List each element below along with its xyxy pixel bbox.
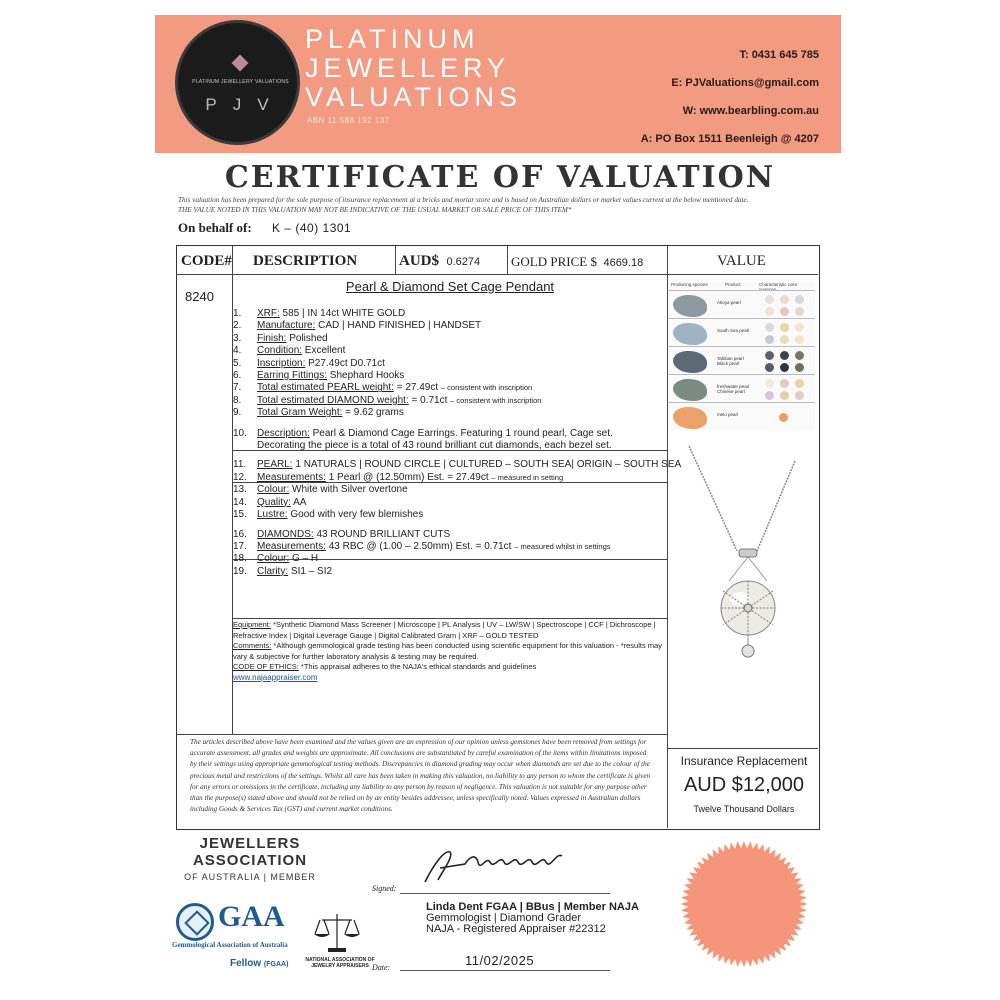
pearl-colour-swatch bbox=[780, 379, 789, 388]
logo-small-text: PLATINUM JEWELLERY VALUATIONS bbox=[192, 79, 289, 85]
pearl-chart-row: Tahitian pearl Black pearl bbox=[669, 346, 815, 376]
list-item: 8. Total estimated DIAMOND weight: = 0.71ct – consistent with inscription bbox=[233, 394, 542, 406]
testing-notes: Equipment: *Synthetic Diamond Mass Screener | Microscope | PL Analysis | UV – LW/SW | Spectroscope | CCF | Dichroscope | Refractive Index | Digital Leverage Gauge | Digital Calibrated Gram | XRF – GOLD TESTED Comments: *Although gemmological grade testing has been conducted using scientific equipment for this valuation - *results may vary & subjective for further laboratory analysis & testing may be required. CODE OF ETHICS: *This appraisal adheres to the NAJA's ethical standards and guidelines www.najaappraiser.com bbox=[233, 620, 667, 683]
signature-line bbox=[400, 893, 610, 894]
pearl-colour-swatch bbox=[795, 391, 804, 400]
item-title: Pearl & Diamond Set Cage Pendant bbox=[345, 279, 555, 294]
gaa-emblem-icon bbox=[176, 903, 214, 941]
signature-image bbox=[420, 842, 580, 892]
pearl-colour-swatch bbox=[795, 379, 804, 388]
phone: T: 0431 645 785 bbox=[739, 49, 819, 61]
shell-icon bbox=[673, 407, 707, 429]
pearl-colour-swatch bbox=[780, 335, 789, 344]
insurance-value: AUD $12,000 bbox=[683, 774, 805, 796]
date-line bbox=[400, 970, 610, 971]
list-item: 6. Earring Fittings: Shephard Hooks bbox=[233, 370, 405, 382]
signed-label: Signed: bbox=[372, 884, 397, 893]
pearl-colour-swatch bbox=[780, 351, 789, 360]
fellow-badge: Fellow (FGAA) bbox=[230, 958, 289, 969]
description-header: DESCRIPTION bbox=[253, 253, 358, 269]
website: W: www.bearbling.com.au bbox=[682, 105, 819, 117]
pearl-colour-swatch bbox=[765, 363, 774, 372]
code-header: CODE# bbox=[181, 253, 232, 269]
logo-initials: PJV bbox=[205, 95, 285, 114]
shell-icon bbox=[673, 379, 707, 401]
header-banner bbox=[155, 15, 841, 153]
contact-details bbox=[641, 41, 819, 153]
company-logo bbox=[175, 20, 300, 145]
scales-icon bbox=[312, 910, 362, 955]
list-item: 12. Measurements: 1 Pearl @ (12.50mm) Est. = 27.49ct – measured in setting bbox=[233, 471, 564, 483]
pearl-chart-row: Akoya pearl bbox=[669, 290, 815, 320]
pearl-colour-swatch bbox=[780, 323, 789, 332]
item-code: 8240 bbox=[185, 289, 214, 304]
naja-logo-text: NATIONAL ASSOCIATION OF JEWELRY APPRAISERS bbox=[305, 957, 375, 969]
list-item: 19. Clarity: SI1 – SI2 bbox=[233, 565, 333, 577]
pendant-image bbox=[677, 441, 817, 706]
item-details bbox=[233, 308, 682, 578]
value-header: VALUE bbox=[717, 253, 766, 269]
shell-icon bbox=[673, 295, 707, 317]
gaa-logo-text: GAA bbox=[218, 900, 285, 933]
list-item: Decorating the piece is a total of 43 round brilliant cut diamonds, each bezel set. bbox=[257, 440, 612, 452]
pearl-colour-swatch bbox=[765, 391, 774, 400]
pearl-chart-row: freshwater pearl Chinese pearl bbox=[669, 374, 815, 404]
pearl-colour-swatch bbox=[765, 351, 774, 360]
list-item: 14. Quality: AA bbox=[233, 496, 307, 508]
pearl-colour-swatch bbox=[780, 363, 789, 372]
pearl-colour-swatch bbox=[779, 413, 788, 422]
list-item: 4. Condition: Excellent bbox=[233, 345, 346, 357]
list-item: 11. PEARL: 1 NATURALS | ROUND CIRCLE | CULTURED – SOUTH SEA| ORIGIN – SOUTH SEA bbox=[233, 459, 682, 471]
top-disclaimer: This valuation has been prepared for the sole purpose of insurance replacement at a bricks and mortar store and is based on Australian dollars or market values current at the below mentioned date. THE VALUE NOTED IN THIS VALUATION MAY NOT BE INDICATIVE OF THE USUAL MARKET OR SALE PRICE OF THIS ITEM* bbox=[178, 196, 749, 214]
pearl-colour-swatch bbox=[765, 295, 774, 304]
gold-price: GOLD PRICE $ 4669.18 bbox=[511, 254, 644, 269]
pearl-colour-swatch bbox=[780, 307, 789, 316]
list-item: 15. Lustre: Good with very few blemishes bbox=[233, 509, 424, 521]
seal-starburst bbox=[681, 841, 807, 967]
pearl-colour-swatch bbox=[765, 379, 774, 388]
list-item: 10. Description: Pearl & Diamond Cage Earrings. Featuring 1 round pearl, Cage set. bbox=[233, 427, 613, 439]
list-item: 16. DIAMONDS: 43 ROUND BRILLIANT CUTS bbox=[233, 528, 451, 540]
shell-icon bbox=[673, 323, 707, 345]
pearl-colour-swatch bbox=[780, 391, 789, 400]
on-behalf-value: K – (40) 1301 bbox=[272, 221, 352, 235]
naja-link[interactable]: www.najaappraiser.com bbox=[233, 672, 318, 682]
on-behalf-label: On behalf of: bbox=[178, 220, 252, 235]
pearl-colour-swatch bbox=[765, 335, 774, 344]
pearl-colour-swatch bbox=[795, 323, 804, 332]
list-item: 13. Colour: White with Silver overtone bbox=[233, 484, 408, 496]
list-item: 5. Inscription: P27.49ct D0.71ct bbox=[233, 357, 385, 369]
signer-details: Linda Dent FGAA | BBus | Member NAJA Gemmologist | Diamond Grader NAJA - Registered Appraiser #22312 bbox=[426, 901, 639, 935]
jaa-logo: JEWELLERS ASSOCIATION bbox=[192, 835, 308, 869]
pearl-chart-row: South Sea pearl bbox=[669, 318, 815, 348]
pearl-colour-swatch bbox=[795, 363, 804, 372]
pearl-colour-swatch bbox=[780, 295, 789, 304]
company-name: PLATINUM JEWELLERY VALUATIONS bbox=[305, 24, 523, 112]
date-value: 11/02/2025 bbox=[465, 953, 535, 968]
bottom-disclaimer: The articles described above have been examined and the values given are an expression of our opinion unless gemstones have been removed from settings for accurate assessment, all grades and weights are approximate. All conclusions are substantiated by careful examination of the items within limitations imposed by their settings using appropriate gemmological testing methods. Discrepancies in diamond grading may occur when diamonds are set due to the colour of the precious metal and restrictions of the settings. Whilst all care has been taken in making this valuation, no liability to any person to whom the certificate is given for any errors or omissions in the certificate, including any liability to any person by reason of negligence. This valuation is not suitable for any purpose other than the purpose(s) stated above and should not be relied on by an entity besides addressee, unless specifically noted. Values expressed in Australian dollars including Goods & Services Tax (GST) and current market conditions. bbox=[190, 738, 651, 814]
jaa-member: OF AUSTRALIA | MEMBER bbox=[184, 872, 316, 882]
pearl-colour-swatch bbox=[795, 307, 804, 316]
page-title: CERTIFICATE OF VALUATION bbox=[224, 160, 776, 195]
address: A: PO Box 1511 Beenleigh @ 4207 bbox=[640, 133, 819, 145]
date-label: Date: bbox=[372, 963, 391, 972]
seal-sticker bbox=[680, 840, 808, 968]
pearl-colour-swatch bbox=[795, 335, 804, 344]
shell-icon bbox=[673, 351, 707, 373]
pearl-colour-swatch bbox=[795, 351, 804, 360]
email: E: PJValuations@gmail.com bbox=[671, 77, 819, 89]
pearl-chart-row: melo pearl bbox=[669, 402, 815, 432]
pearl-colour-swatch bbox=[765, 307, 774, 316]
pearl-colour-swatch bbox=[795, 295, 804, 304]
list-item: 9. Total Gram Weight: = 9.62 grams bbox=[233, 407, 404, 419]
gaa-subtitle: Gemmological Association of Australia bbox=[172, 941, 288, 949]
insurance-label: Insurance Replacement bbox=[680, 754, 808, 768]
list-item: 2. Manufacture: CAD | HAND FINISHED | HANDSET bbox=[233, 320, 482, 332]
list-item: 17. Measurements: 43 RBC @ (1.00 – 2.50mm) Est. = 0.71ct – measured whilst in settings bbox=[233, 540, 611, 552]
insurance-words: Twelve Thousand Dollars bbox=[693, 804, 795, 814]
list-item: 3. Finish: Polished bbox=[233, 332, 328, 344]
pearl-colour-swatch bbox=[765, 323, 774, 332]
list-item: 7. Total estimated PEARL weight: = 27.49ct – consistent with inscription bbox=[233, 382, 533, 394]
diamond-icon bbox=[232, 55, 249, 72]
pearl-colour-chart: Producing species Product Characteristic color nuances Akoya pearl South Sea pearl Tahitian pearl Black pearl freshwater pearl Chinese pearl melo pearl bbox=[669, 282, 815, 430]
list-item: 18. Colour: G – H bbox=[233, 553, 319, 565]
abn-number: ABN 11 588 192 137 bbox=[307, 116, 390, 125]
aud-rate: AUD$ 0.6274 bbox=[399, 253, 481, 269]
list-item: 1. XRF: 585 | IN 14ct WHITE GOLD bbox=[233, 308, 406, 319]
